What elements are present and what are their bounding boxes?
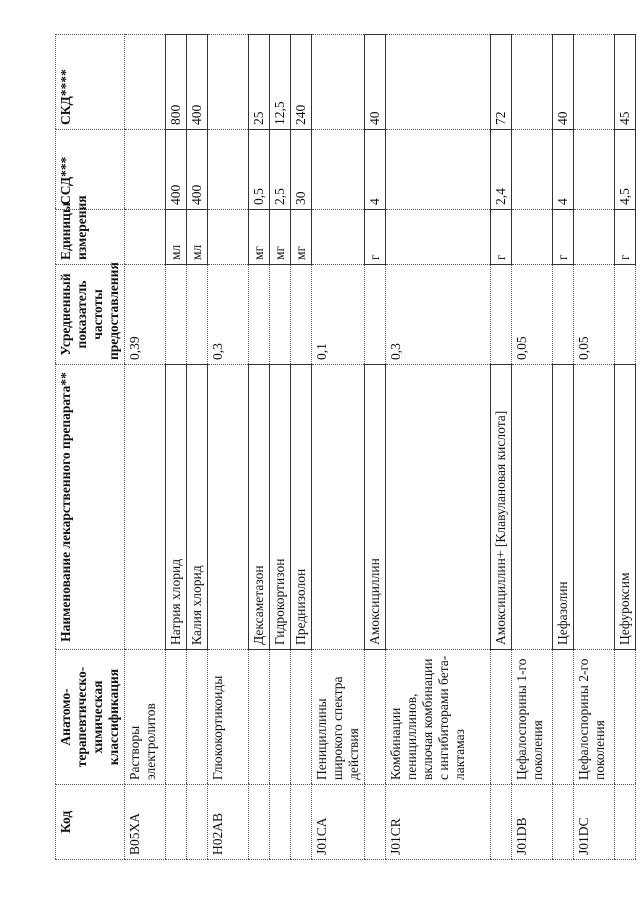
header-row xyxy=(56,35,125,860)
cell-unit xyxy=(386,210,491,265)
cell-drug: Дексаметазон xyxy=(249,365,270,650)
table-row xyxy=(312,35,365,860)
cell-drug: Цефазолин xyxy=(553,365,574,650)
cell-code: J01CR xyxy=(386,785,491,860)
cell-skd: 12,5 xyxy=(270,35,291,130)
cell-unit: мг xyxy=(249,210,270,265)
header-skd: СКД**** xyxy=(56,35,125,130)
cell-drug: Натрия хлорид xyxy=(166,365,187,650)
table-row xyxy=(365,35,386,860)
cell-unit: г xyxy=(615,210,636,265)
table-row xyxy=(386,35,491,860)
header-unit: Единицы измерения xyxy=(56,210,125,265)
table-row xyxy=(270,35,291,860)
cell-ssd: 2,5 xyxy=(270,130,291,210)
cell-atc: Комбинации пенициллинов, включая комбинации с ингибиторами бета-лактамаз xyxy=(386,650,491,785)
cell-skd: 240 xyxy=(291,35,312,130)
cell-code xyxy=(249,785,270,860)
cell-ssd xyxy=(312,130,365,210)
table-row xyxy=(187,35,208,860)
cell-atc: Пенициллины широкого спектра действия xyxy=(312,650,365,785)
cell-freq xyxy=(291,265,312,365)
cell-code xyxy=(365,785,386,860)
cell-code: B05XA xyxy=(125,785,166,860)
cell-ssd: 30 xyxy=(291,130,312,210)
cell-freq xyxy=(365,265,386,365)
table-row xyxy=(553,35,574,860)
cell-skd: 45 xyxy=(615,35,636,130)
table-row xyxy=(166,35,187,860)
cell-ssd xyxy=(386,130,491,210)
cell-skd xyxy=(512,35,553,130)
cell-drug: Амоксициллин xyxy=(365,365,386,650)
cell-skd xyxy=(386,35,491,130)
cell-unit: г xyxy=(365,210,386,265)
cell-unit xyxy=(125,210,166,265)
cell-freq xyxy=(187,265,208,365)
cell-code: J01DC xyxy=(574,785,615,860)
cell-drug xyxy=(386,365,491,650)
cell-drug xyxy=(574,365,615,650)
cell-atc xyxy=(291,650,312,785)
cell-ssd: 400 xyxy=(166,130,187,210)
cell-drug: Амоксициллин+ [Клавулановая кислота] xyxy=(491,365,512,650)
cell-drug: Калия хлорид xyxy=(187,365,208,650)
cell-skd: 400 xyxy=(187,35,208,130)
cell-atc xyxy=(166,650,187,785)
cell-code xyxy=(553,785,574,860)
cell-atc xyxy=(270,650,291,785)
cell-atc: Растворы электролитов xyxy=(125,650,166,785)
cell-ssd: 2,4 xyxy=(491,130,512,210)
cell-code xyxy=(291,785,312,860)
cell-freq xyxy=(249,265,270,365)
cell-skd xyxy=(125,35,166,130)
cell-freq: 0,05 xyxy=(574,265,615,365)
cell-ssd xyxy=(208,130,249,210)
cell-skd: 800 xyxy=(166,35,187,130)
cell-drug: Преднизолон xyxy=(291,365,312,650)
cell-skd: 72 xyxy=(491,35,512,130)
cell-atc: Цефалоспорины 2-го поколения xyxy=(574,650,615,785)
cell-freq: 0,3 xyxy=(386,265,491,365)
header-code: Код xyxy=(56,785,125,860)
cell-skd: 25 xyxy=(249,35,270,130)
cell-code xyxy=(270,785,291,860)
cell-skd xyxy=(312,35,365,130)
cell-freq: 0,3 xyxy=(208,265,249,365)
cell-atc: Глюкокортикоиды xyxy=(208,650,249,785)
header-drug: Наименование лекарственного препарата** xyxy=(56,365,125,650)
cell-atc xyxy=(187,650,208,785)
cell-freq: 0,1 xyxy=(312,265,365,365)
cell-drug xyxy=(208,365,249,650)
cell-atc xyxy=(249,650,270,785)
table-row xyxy=(249,35,270,860)
cell-drug: Гидрокортизон xyxy=(270,365,291,650)
cell-atc xyxy=(615,650,636,785)
table-row xyxy=(125,35,166,860)
cell-atc xyxy=(365,650,386,785)
cell-skd xyxy=(574,35,615,130)
cell-unit xyxy=(512,210,553,265)
cell-unit xyxy=(574,210,615,265)
cell-skd: 40 xyxy=(365,35,386,130)
cell-unit xyxy=(208,210,249,265)
cell-freq: 0,05 xyxy=(512,265,553,365)
cell-unit: мл xyxy=(187,210,208,265)
header-ssd: ССД*** xyxy=(56,130,125,210)
cell-atc xyxy=(553,650,574,785)
cell-drug xyxy=(512,365,553,650)
cell-code: J01CA xyxy=(312,785,365,860)
cell-skd: 40 xyxy=(553,35,574,130)
table-row xyxy=(291,35,312,860)
cell-unit: мл xyxy=(166,210,187,265)
cell-drug: Цефуроксим xyxy=(615,365,636,650)
cell-ssd: 4 xyxy=(365,130,386,210)
cell-freq xyxy=(270,265,291,365)
header-atc: Анатомо-терапевтическо-химическая классификация xyxy=(56,650,125,785)
cell-ssd: 400 xyxy=(187,130,208,210)
table-row xyxy=(491,35,512,860)
cell-code xyxy=(166,785,187,860)
cell-code xyxy=(615,785,636,860)
drug-table xyxy=(55,34,636,860)
cell-freq xyxy=(491,265,512,365)
cell-drug xyxy=(125,365,166,650)
cell-atc xyxy=(491,650,512,785)
cell-freq xyxy=(553,265,574,365)
table-row xyxy=(615,35,636,860)
cell-unit: г xyxy=(553,210,574,265)
cell-drug xyxy=(312,365,365,650)
header-freq: Усредненный показатель частоты предоставления xyxy=(56,265,125,365)
table-row xyxy=(574,35,615,860)
table-row xyxy=(512,35,553,860)
cell-code xyxy=(491,785,512,860)
cell-unit: мг xyxy=(291,210,312,265)
cell-freq xyxy=(166,265,187,365)
cell-code: H02AB xyxy=(208,785,249,860)
cell-code: J01DB xyxy=(512,785,553,860)
cell-ssd xyxy=(125,130,166,210)
cell-unit: г xyxy=(491,210,512,265)
cell-ssd xyxy=(512,130,553,210)
cell-unit xyxy=(312,210,365,265)
cell-skd xyxy=(208,35,249,130)
cell-freq: 0,39 xyxy=(125,265,166,365)
cell-ssd: 4,5 xyxy=(615,130,636,210)
cell-ssd xyxy=(574,130,615,210)
cell-ssd: 4 xyxy=(553,130,574,210)
cell-code xyxy=(187,785,208,860)
table-row xyxy=(208,35,249,860)
cell-unit: мг xyxy=(270,210,291,265)
cell-freq xyxy=(615,265,636,365)
cell-atc: Цефалоспорины 1-го поколения xyxy=(512,650,553,785)
cell-ssd: 0,5 xyxy=(249,130,270,210)
